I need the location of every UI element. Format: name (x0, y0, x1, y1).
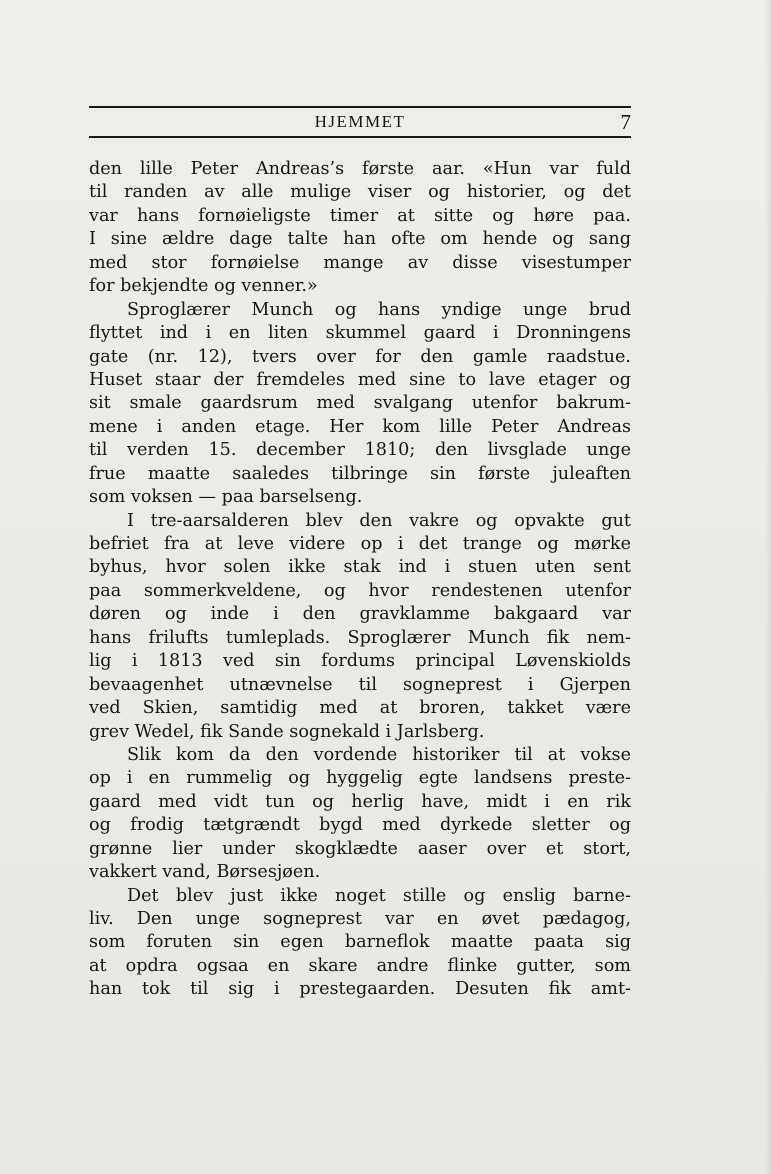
text-line: for bekjendte og venner.» (89, 276, 318, 297)
text-line: døren og inde i den gravklamme bakgaard var (89, 604, 631, 625)
text-line: den lille Peter Andreas’s første aar. «Hun var fuld (89, 159, 631, 179)
text-line: Huset staar der fremdeles med sine to lave etager og (89, 369, 631, 390)
text-line: liv. Den unge sogneprest var en øvet pædagog, (89, 909, 631, 929)
text-line: at opdra ogsaa en skare andre flinke gutter, som (89, 955, 631, 976)
text-line: og frodig tætgrændt bygd med dyrkede sletter og (89, 815, 631, 836)
text-line: grev Wedel, fik Sande sognekald i Jarlsberg. (89, 721, 485, 742)
running-header-title: HJEMMET (314, 112, 406, 131)
text-line: var hans fornøieligste timer at sitte og høre paa. (89, 205, 631, 226)
text-line: til randen av alle mulige viser og historier, og det (89, 182, 631, 203)
text-line: sit smale gaardsrum med svalgang utenfor bakrum- (89, 393, 631, 414)
text-line: paa sommerkveldene, og hvor rendestenen utenfor (89, 580, 631, 601)
text-line: lig i 1813 ved sin fordums principal Løvenskiolds (89, 651, 631, 672)
text-line: byhus, hvor solen ikke stak ind i stuen uten sent (89, 557, 631, 578)
text-line: befriet fra at leve videre op i det trange og mørke (89, 534, 631, 554)
text-line: op i en rummelig og hyggelig egte landsens preste- (89, 768, 631, 789)
text-line: Slik kom da den vordende historiker til at vokse (127, 744, 631, 765)
text-line: gate (nr. 12), tvers over for den gamle raadstue. (89, 346, 631, 367)
text-line: med stor fornøielse mange av disse visestumper (89, 252, 631, 273)
text-line: I tre-aarsalderen blev den vakre og opvakte gut (127, 510, 631, 531)
header-bottom-rule (89, 136, 631, 138)
body-text (89, 158, 631, 1002)
header-top-rule (89, 106, 631, 108)
text-line: grønne lier under skogklædte aaser over et stort, (89, 838, 631, 859)
page-edge-shadow (765, 0, 771, 1174)
text-line: I sine ældre dage talte han ofte om hende og sang (89, 229, 631, 250)
text-line: mene i anden etage. Her kom lille Peter Andreas (89, 416, 631, 437)
text-line: frue maatte saaledes tilbringe sin første juleaften (89, 463, 631, 484)
page-number: 7 (620, 110, 631, 134)
text-line: til verden 15. december 1810; den livsglade unge (89, 440, 631, 461)
text-line: hans frilufts tumleplads. Sproglærer Munch fik nem- (89, 627, 631, 648)
text-line: Sproglærer Munch og hans yndige unge brud (127, 299, 631, 320)
text-line: ved Skien, samtidig med at broren, takket være (89, 698, 631, 719)
text-line: som foruten sin egen barneflok maatte paata sig (89, 932, 631, 953)
text-line: Det blev just ikke noget stille og enslig barne- (127, 885, 631, 906)
text-line: han tok til sig i prestegaarden. Desuten fik amt- (89, 979, 631, 1000)
text-line: som voksen — paa barselseng. (89, 487, 363, 508)
text-line: gaard med vidt tun og herlig have, midt i en rik (89, 791, 631, 812)
text-line: flyttet ind i en liten skummel gaard i Dronningens (89, 323, 631, 344)
text-line: bevaagenhet utnævnelse til sogneprest i Gjerpen (89, 674, 631, 695)
text-line: vakkert vand, Børsesjøen. (89, 862, 321, 883)
